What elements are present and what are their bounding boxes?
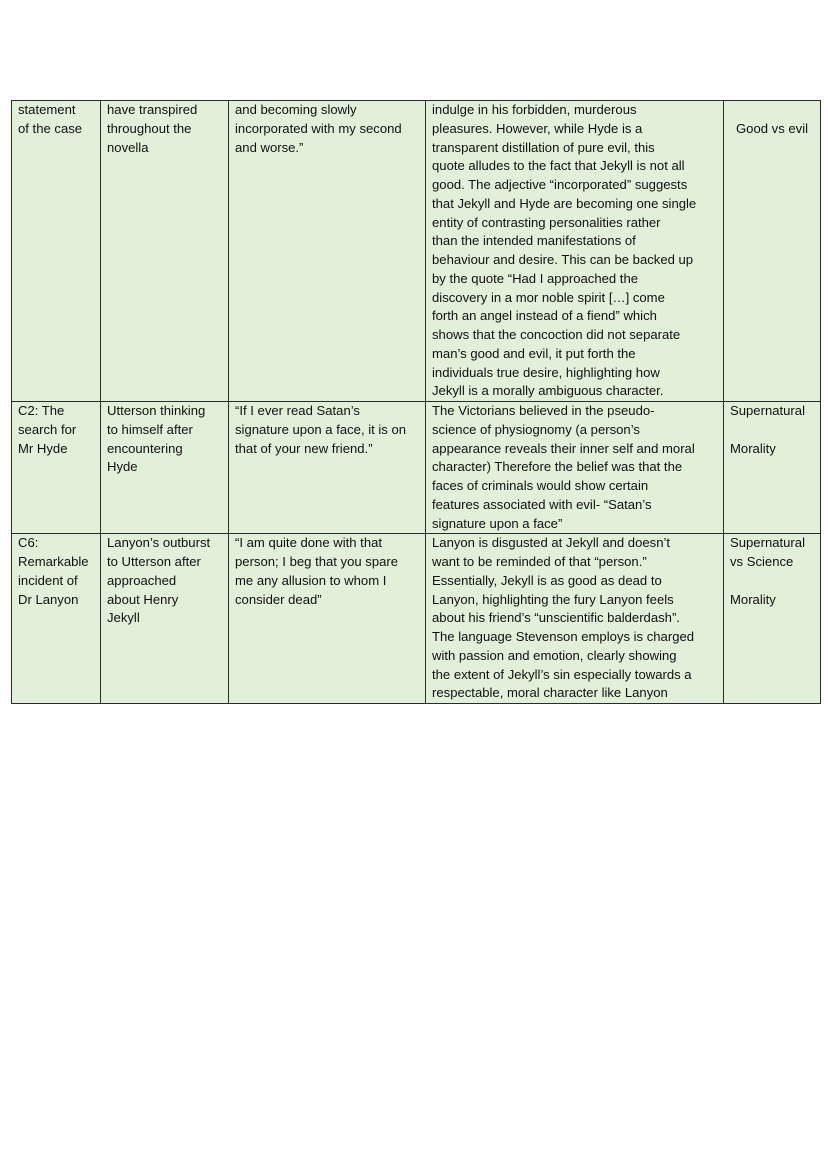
quote-cell: “I am quite done with that person; I beg that you spare me any allusion to whom I consider dead” xyxy=(229,534,426,704)
chapter-cell: C2: The search for Mr Hyde xyxy=(12,402,101,534)
theme-cell: Supernatural Morality xyxy=(724,402,821,534)
context-cell: Utterson thinking to himself after encountering Hyde xyxy=(101,402,229,534)
analysis-cell: The Victorians believed in the pseudo- science of physiognomy (a person’s appearance reveals their inner self and moral character) Therefore the belief was that the faces of criminals would show certain features associated with evil- “Satan’s signature upon a face” xyxy=(426,402,724,534)
chapter-cell: statement of the case xyxy=(12,101,101,402)
table-row xyxy=(12,402,821,534)
quote-cell: “If I ever read Satan’s signature upon a face, it is on that of your new friend.” xyxy=(229,402,426,534)
table-row xyxy=(12,101,821,402)
analysis-cell: indulge in his forbidden, murderous pleasures. However, while Hyde is a transparent distillation of pure evil, this quote alludes to the fact that Jekyll is not all good. The adjective “incorporated” suggests that Jekyll and Hyde are becoming one single entity of contrasting personalities rather than the intended manifestations of behaviour and desire. This can be backed up by the quote “Had I approached the discovery in a mor noble spirit […] come forth an angel instead of a fiend” which shows that the concoction did not separate man’s good and evil, it put forth the individuals true desire, highlighting how Jekyll is a morally ambiguous character. xyxy=(426,101,724,402)
quote-cell: and becoming slowly incorporated with my second and worse.” xyxy=(229,101,426,402)
table-row xyxy=(12,534,821,704)
analysis-cell: Lanyon is disgusted at Jekyll and doesn’t want to be reminded of that “person.” Essentially, Jekyll is as good as dead to Lanyon, highlighting the fury Lanyon feels about his friend’s “unscientific balderdash”. The language Stevenson employs is charged with passion and emotion, clearly showing the extent of Jekyll’s sin especially towards a respectable, moral character like Lanyon xyxy=(426,534,724,704)
chapter-cell: C6: Remarkable incident of Dr Lanyon xyxy=(12,534,101,704)
context-cell: Lanyon’s outburst to Utterson after approached about Henry Jekyll xyxy=(101,534,229,704)
context-cell: have transpired throughout the novella xyxy=(101,101,229,402)
theme-cell: Good vs evil xyxy=(724,101,821,402)
revision-table xyxy=(11,100,821,704)
theme-cell: Supernatural vs Science Morality xyxy=(724,534,821,704)
